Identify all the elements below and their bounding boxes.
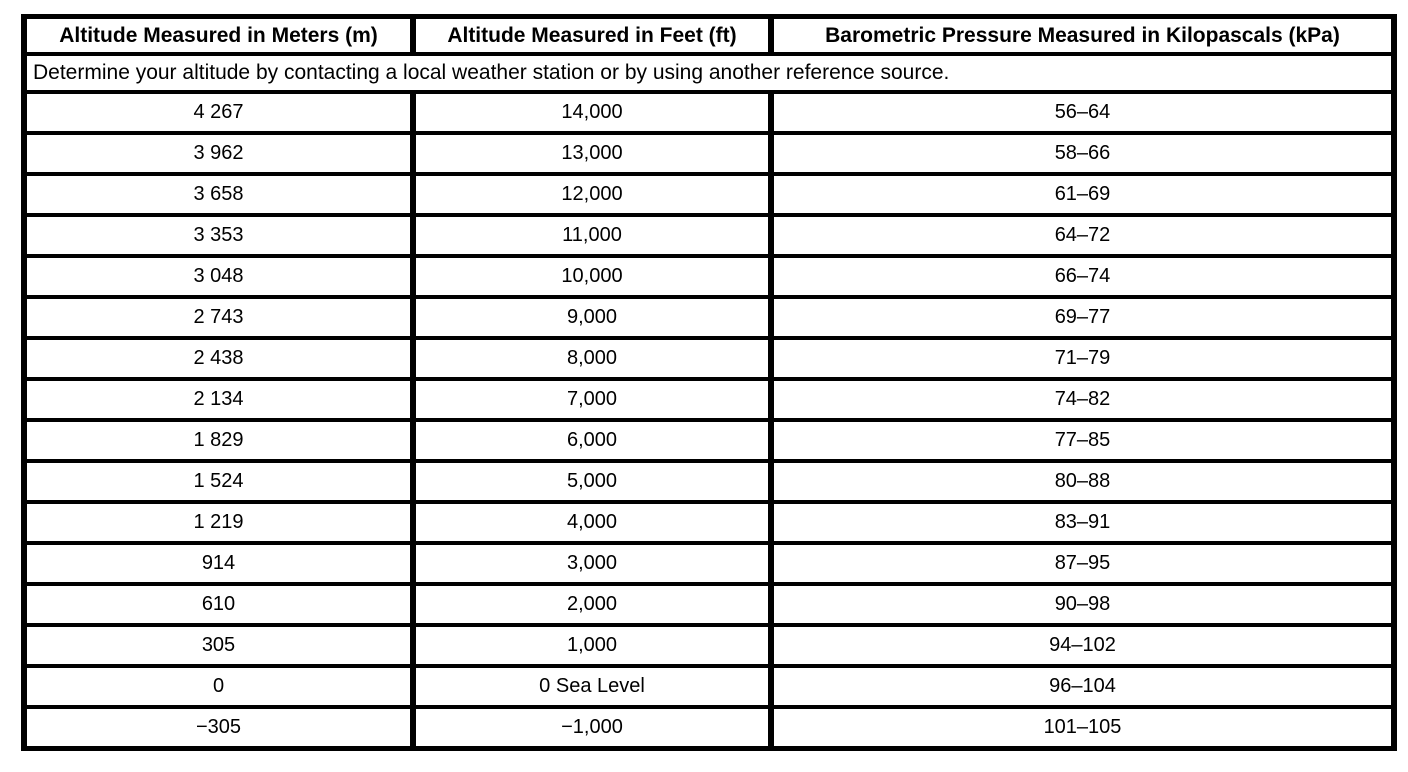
kpa-cell: 80–88: [771, 461, 1394, 502]
kpa-cell: 96–104: [771, 666, 1394, 707]
table-row: [24, 338, 1394, 379]
kpa-cell: 87–95: [771, 543, 1394, 584]
meters-cell: 1 219: [24, 502, 413, 543]
note-text: Determine your altitude by contacting a local weather station or by using another reference source.: [24, 54, 1394, 92]
table-row: [24, 625, 1394, 666]
feet-cell: 0 Sea Level: [413, 666, 771, 707]
kpa-cell: 83–91: [771, 502, 1394, 543]
table-row: [24, 297, 1394, 338]
header-feet: Altitude Measured in Feet (ft): [413, 17, 771, 55]
table-row: [24, 502, 1394, 543]
feet-cell: 12,000: [413, 174, 771, 215]
meters-cell: 3 048: [24, 256, 413, 297]
table-row: [24, 379, 1394, 420]
feet-cell: 14,000: [413, 92, 771, 133]
meters-cell: 305: [24, 625, 413, 666]
kpa-cell: 74–82: [771, 379, 1394, 420]
feet-cell: 4,000: [413, 502, 771, 543]
table-row: [24, 584, 1394, 625]
meters-cell: 3 658: [24, 174, 413, 215]
meters-cell: 1 524: [24, 461, 413, 502]
header-row: [24, 17, 1394, 55]
table-row: [24, 174, 1394, 215]
table-row: [24, 543, 1394, 584]
kpa-cell: 77–85: [771, 420, 1394, 461]
meters-cell: 4 267: [24, 92, 413, 133]
meters-cell: 610: [24, 584, 413, 625]
feet-cell: 10,000: [413, 256, 771, 297]
feet-cell: 11,000: [413, 215, 771, 256]
meters-cell: 2 134: [24, 379, 413, 420]
table-row: [24, 256, 1394, 297]
meters-cell: 2 743: [24, 297, 413, 338]
kpa-cell: 61–69: [771, 174, 1394, 215]
kpa-cell: 56–64: [771, 92, 1394, 133]
meters-cell: −305: [24, 707, 413, 749]
table-row: [24, 92, 1394, 133]
kpa-cell: 101–105: [771, 707, 1394, 749]
feet-cell: 13,000: [413, 133, 771, 174]
header-meters: Altitude Measured in Meters (m): [24, 17, 413, 55]
meters-cell: 2 438: [24, 338, 413, 379]
feet-cell: 1,000: [413, 625, 771, 666]
kpa-cell: 90–98: [771, 584, 1394, 625]
kpa-cell: 71–79: [771, 338, 1394, 379]
feet-cell: −1,000: [413, 707, 771, 749]
altitude-pressure-table: [21, 14, 1397, 751]
table-row: [24, 215, 1394, 256]
feet-cell: 2,000: [413, 584, 771, 625]
altitude-pressure-table-container: [21, 14, 1397, 751]
table-row: [24, 461, 1394, 502]
feet-cell: 7,000: [413, 379, 771, 420]
table-row: [24, 666, 1394, 707]
kpa-cell: 94–102: [771, 625, 1394, 666]
kpa-cell: 69–77: [771, 297, 1394, 338]
feet-cell: 9,000: [413, 297, 771, 338]
feet-cell: 6,000: [413, 420, 771, 461]
kpa-cell: 58–66: [771, 133, 1394, 174]
meters-cell: 914: [24, 543, 413, 584]
kpa-cell: 66–74: [771, 256, 1394, 297]
table-row: [24, 420, 1394, 461]
feet-cell: 3,000: [413, 543, 771, 584]
table-row: [24, 133, 1394, 174]
meters-cell: 3 353: [24, 215, 413, 256]
header-kpa: Barometric Pressure Measured in Kilopascals (kPa): [771, 17, 1394, 55]
feet-cell: 8,000: [413, 338, 771, 379]
meters-cell: 0: [24, 666, 413, 707]
note-row: [24, 54, 1394, 92]
kpa-cell: 64–72: [771, 215, 1394, 256]
table-row: [24, 707, 1394, 749]
meters-cell: 3 962: [24, 133, 413, 174]
feet-cell: 5,000: [413, 461, 771, 502]
meters-cell: 1 829: [24, 420, 413, 461]
